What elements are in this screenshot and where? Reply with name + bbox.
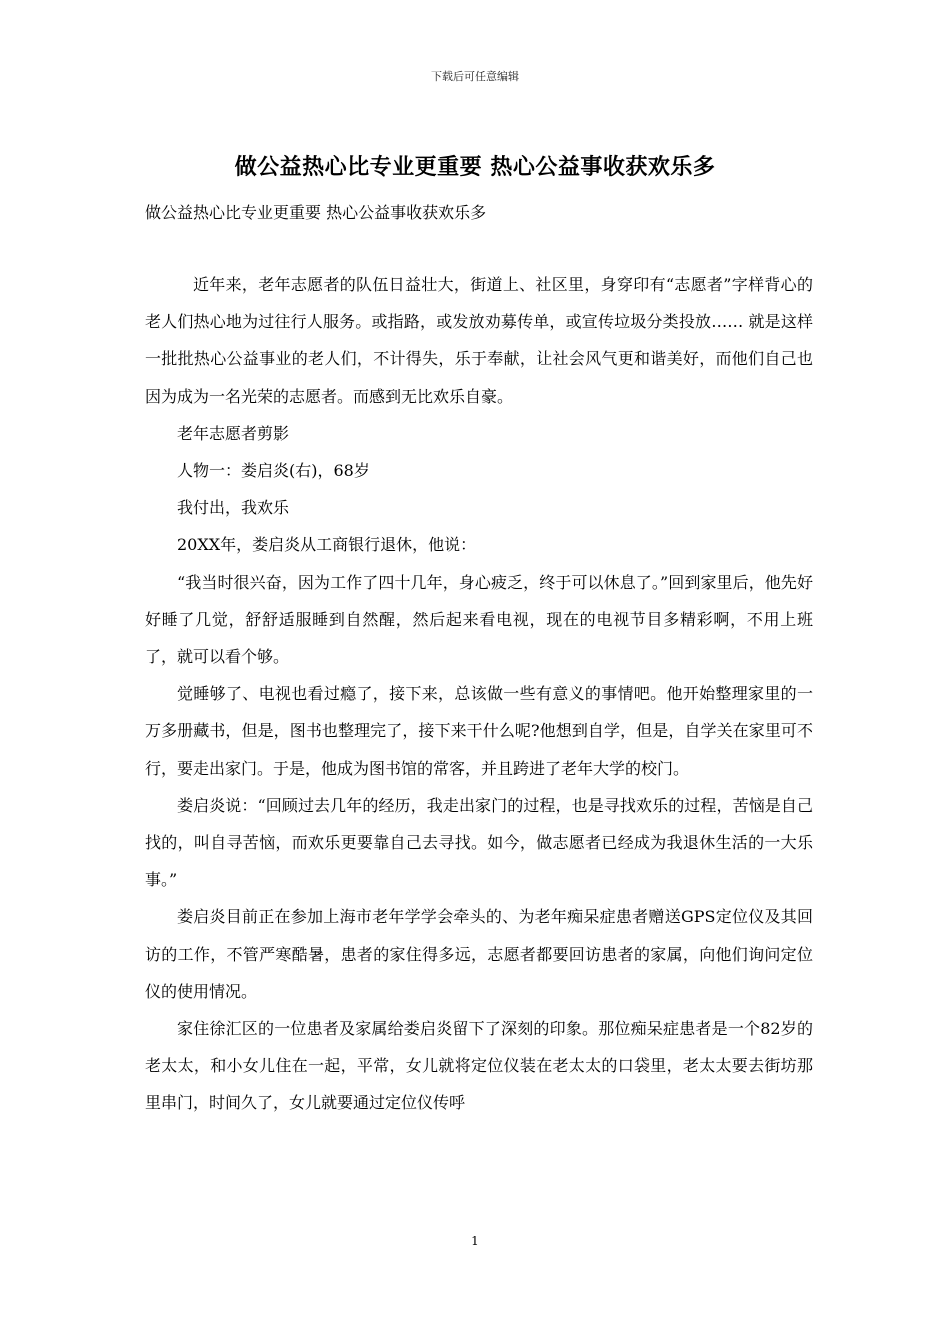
paragraph-gps-project: 娄启炎目前正在参加上海市老年学学会牵头的、为老年痴呆症患者赠送GPS定位仪及其回访的工作，不管严寒酷暑，患者的家住得多远，志愿者都要回访患者的家属，向他们询问定位仪的使用情况。: [145, 907, 813, 1001]
document-title: 做公益热心比专业更重要 热心公益事收获欢乐多: [234, 154, 716, 180]
paragraph-quote-rest: “我当时很兴奋，因为工作了四十几年，身心疲乏，终于可以休息了。”回到家里后，他先好好睡了几觉，舒舒适服睡到自然醒，然后起来看电视，现在的电视节目多精彩啊，不用上班了，就可以看个够。: [145, 572, 813, 667]
paragraph-intro: 近年来，老年志愿者的队伍日益壮大，街道上、社区里，身穿印有“志愿者”字样背心的老人们热心地为过往行人服务。或指路，或发放劝募传单，或宣传垃圾分类投放…… 就是这样一批批热心公益事业的老人们，不计得失，乐于奉献，让社会风气更和谐美好，而他们自己也因为成为一名光荣的志愿者。而感到无比欢乐自豪。: [145, 275, 813, 406]
document-body: [145, 266, 813, 1122]
paragraph-person-label: 人物一：娄启炎(右)，68岁: [177, 461, 370, 481]
document-subtitle: 做公益热心比专业更重要 热心公益事收获欢乐多: [145, 203, 487, 222]
paragraph-patient-story: 家住徐汇区的一位患者及家属给娄启炎留下了深刻的印象。那位痴呆症患者是一个82岁的老太太，和小女儿住在一起，平常，女儿就将定位仪装在老太太的口袋里，老太太要去街坊那里串门，时间久了，女儿就要通过定位仪传呼: [145, 1019, 813, 1113]
paragraph-section-heading: 老年志愿者剪影: [177, 423, 290, 443]
paragraph-quote-happiness: 娄启炎说：“回顾过去几年的经历，我走出家门的过程，也是寻找欢乐的过程，苦恼是自己找的，叫自寻苦恼，而欢乐更要靠自己去寻找。如今，做志愿者已经成为我退休生活的一大乐事。”: [145, 795, 813, 890]
paragraph-person-motto: 我付出，我欢乐: [177, 498, 290, 518]
page-header: 下载后可任意编辑: [431, 70, 519, 83]
paragraph-retirement: 20XX年，娄启炎从工商银行退休，他说：: [177, 535, 477, 555]
paragraph-books-study: 觉睡够了、电视也看过瘾了，接下来，总该做一些有意义的事情吧。他开始整理家里的一万多册藏书，但是，图书也整理完了，接下来干什么呢?他想到自学，但是，自学关在家里可不行，要走出家门。于是，他成为图书馆的常客，并且跨进了老年大学的校门。: [145, 684, 813, 778]
page-number: 1: [471, 1234, 479, 1248]
